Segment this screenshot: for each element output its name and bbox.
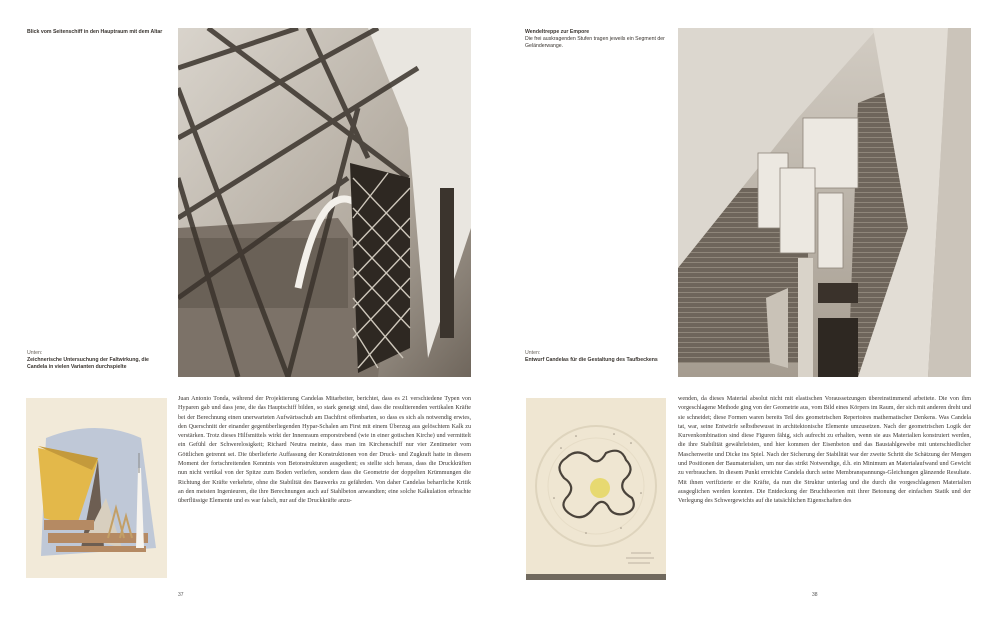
right-body-text <box>678 395 971 585</box>
left-bottom-caption-label: Unten: <box>27 350 43 356</box>
spiral-staircase-photo <box>678 28 971 377</box>
right-top-caption-text: Die frei auskragenden Stufen tragen jeweils ein Segment der Geländerwange. <box>525 36 665 49</box>
left-body-text <box>178 395 471 585</box>
right-top-caption-title: Wendeltreppe zur Empore <box>525 29 590 35</box>
folded-roof-sketch <box>26 398 167 578</box>
left-top-caption <box>27 29 167 36</box>
left-bottom-caption <box>27 350 167 371</box>
staircase-illustration <box>678 28 971 377</box>
right-page <box>500 0 1000 622</box>
left-top-caption-title: Blick vom Seitenschiff in den Hauptraum mit dem Altar <box>27 29 163 35</box>
lattice-interior-illustration <box>178 28 471 377</box>
right-body-paragraph: wenden, da dieses Material absolut nicht mit elastischen Voraussetzungen übereinstimmend arbeitete. Die von ihm vorgeschlagene Methode ging von der Geometrie aus, vom Bild eines Körpers im Raum, der sich mit anderen dreht und sie schneidet; diese Formen waren bereits Teil des geometrischen Repertoires mathematischer Denkens. Was Candela tat, war, seine Entwürfe selbstbewusst in architektonische Elemente umzusetzen. Nach der geometrischen Logik der Kurvenkombination sind diese Figuren fähig, sich aufrecht zu erhalten, wenn sie aus Materialien konstruiert werden, die ihre Stabilität gewährleisten, und hier kommen der Eisenbeton und das Baustahlgewebe mit unterschiedlicher Maschenweite und Dicke ins Spiel. Nach der Sicherung der Stabilität war der zweite Schritt die Schätzung der Mengen und Positionen der Baumaterialien, um nur das strikt Notwendige, d.h. ein Minimum an Materialaufwand und Gewicht zu verbrauchen. In diesem Punkt erreichte Candela durch seine Membranspannungs-Gleichungen glänzende Resultate. Mit ihnen verifizierte er die Kräfte, da nun die Struktur unterlag und die durch die vorgeschlagenen Materialien ausgeglichen werden konnten. Die Entdeckung der Bruchtheorien mit ihrer Betonung der einfachen Statik und der Verlegung des Schwergewichts auf die tatsächlichen Eigenschaften des <box>678 396 971 505</box>
left-body-paragraph: Juan Antonio Tonda, während der Projektierung Candelas Mitarbeiter, berichtet, dass es 21 verschiedene Typen von Hyparen gab und dass jene, die das Hauptschiff bilden, so stark geneigt sind, dass die resultierenden vertikalen Kräfte bei der Berechnung einen unerwarteten Aufwärtsschub am Dachfirst offenbarten, so dass es sich als notwendig erwies, den Querschnitt der einander gegenüberliegenden Hypar-Schalen am First mit einem Überzug aus gelöschtem Kalk zu verstärken. Trotz dieses Hilfsmittels wirkt der Innenraum emporstrebend (wie in einer gotischen Kirche) und vermittelt ein Gefühl der Schwerelosigkeit; Richard Neutra meinte, dass man im Kirchenschiff nur vier Zentimeter vom Göttlichen getrennt sei. Die überlieferte Auffassung der Konstruktionen von der Druck- und Zugkraft hatte in diesem Moment der fortschreitenden Kenntnis von Betonstrukturen ausgedient; es stellte sich heraus, dass die Druckkräften nun nicht vertikal von der Spitze zum Boden verliefen, sondern dass die Geometrie der doppelten Krümmungen die Richtung der Kräfte verkehrte, ohne die Stabilität des Bauwerks zu gefährden. Von daher Candelas beharrliche Kritik an den meisten Ingenieuren, die ihre Berechnungen auch auf Stahlbeton anwandten; eine solche Kalkulation erbrachte überflüssige Elemente und es war falsch, nur auf die Druckkräfte anzu- <box>178 396 471 505</box>
left-bottom-caption-title: Zeichnerische Untersuchung der Faltwirkung, die Candela in vielen Varianten durchspielte <box>27 357 149 370</box>
baptismal-font-sketch <box>526 398 666 580</box>
church-interior-photo <box>178 28 471 377</box>
left-page-number: 37 <box>178 592 184 598</box>
right-bottom-caption-title: Entwurf Candelas für die Gestaltung des Taufbeckens <box>525 357 658 363</box>
right-page-number: 38 <box>812 592 818 598</box>
font-sketch-illustration <box>526 398 666 580</box>
right-bottom-caption-label: Unten: <box>525 350 541 356</box>
right-top-caption <box>525 29 670 50</box>
right-bottom-caption <box>525 350 670 364</box>
church-sketch-illustration <box>26 398 167 578</box>
